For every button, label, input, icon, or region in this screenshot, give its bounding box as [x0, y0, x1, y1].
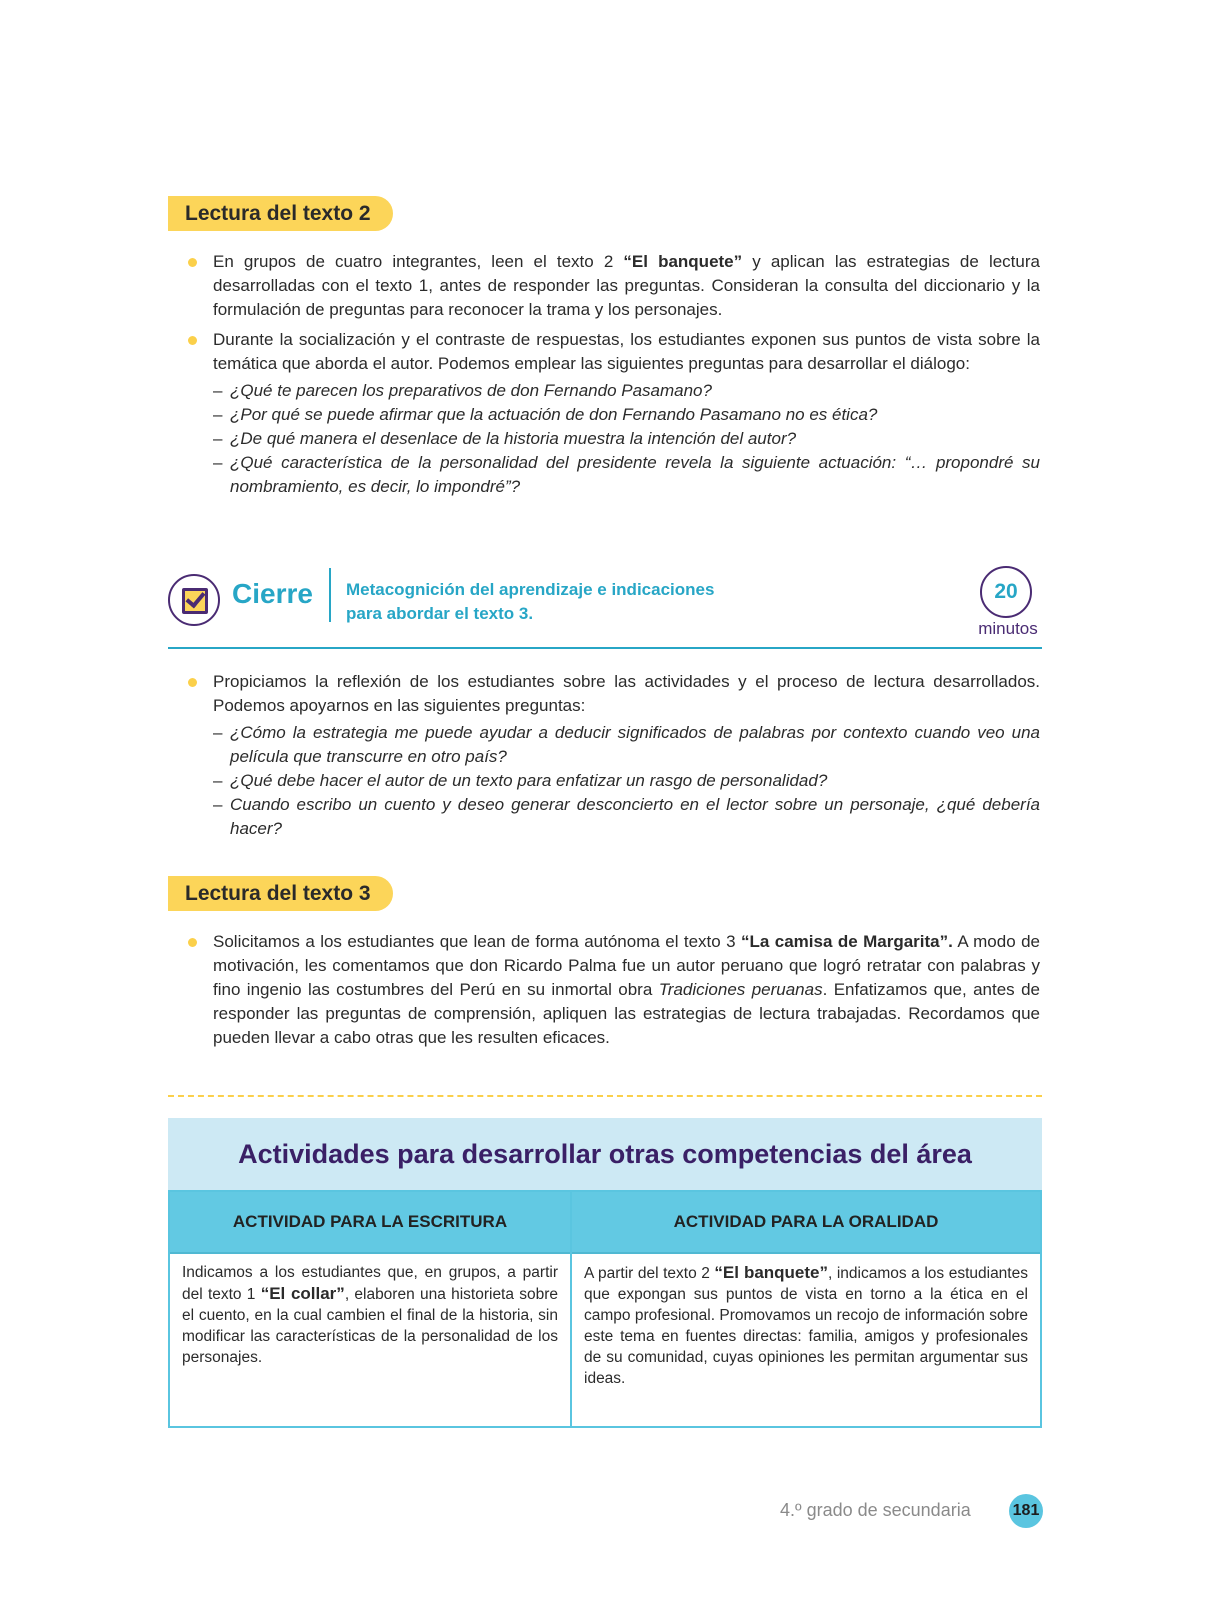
bullet-socializacion: Durante la socialización y el contraste de respuestas, los estudiantes exponen sus puntos de vista sobre la temática que aborda el autor. Podemos emplear las siguientes preguntas para desarrollar el diálogo: [188, 328, 1040, 376]
divider [168, 647, 1042, 649]
question-list-reflexion [213, 721, 1040, 841]
section-tag-texto-3: Lectura del texto 3 [168, 876, 393, 911]
activities-box [168, 1118, 1042, 1428]
activity-writing [170, 1192, 572, 1426]
question-item: – ¿Cómo la estrategia me puede ayudar a deducir significados de palabras por contexto cuando veo una película que transcurre en otro país? [213, 721, 1040, 769]
bullet-text: Solicitamos a los estudiantes que lean de forma autónoma el texto 3 [213, 932, 742, 951]
bullet-autonoma [188, 930, 1040, 1050]
checkbox-icon [168, 574, 220, 626]
question-item: – ¿Qué característica de la personalidad del presidente revela la siguiente actuación: “… propondré su nombramiento, es decir, lo impondré”? [213, 451, 1040, 499]
section-reflexion-body [188, 670, 1040, 841]
activity-text: , indicamos a los estudiantes que expongan sus puntos de vista en torno a la ética en el campo profesional. Promovamos un recojo de información sobre este tema en fuentes directas: familia, amigos y profesionales de su comunidad, cuyas opiniones les permitan argumentar sus ideas. [584, 1265, 1028, 1387]
activity-oral-header: ACTIVIDAD PARA LA ORALIDAD [572, 1192, 1040, 1254]
section-texto-3-body [188, 930, 1040, 1056]
cierre-description-line: para abordar el texto 3. [346, 604, 534, 623]
question-item: – ¿Por qué se puede afirmar que la actuación de don Fernando Pasamano no es ética? [213, 403, 1040, 427]
bullet-text: y aplican las estrategias de lectura desarrolladas con el texto 1, antes de responder las preguntas. Consideran la consulta del diccionario y la formulación de preguntas para reconocer la trama y los personajes. [213, 252, 1040, 319]
activity-text: Indicamos a los estudiantes que, en grupos, a partir del texto 1 [182, 1264, 558, 1303]
activity-text: , elaboren una historieta sobre el cuento, en la cual cambien el final de la historia, sin modificar las características de la personalidad de los personajes. [182, 1286, 559, 1366]
question-list-texto-2 [213, 379, 1040, 499]
activity-oral-body [572, 1254, 1040, 1397]
section-tag-texto-2: Lectura del texto 2 [168, 196, 393, 231]
activities-title: Actividades para desarrollar otras competencias del área [168, 1118, 1042, 1190]
question-item: – ¿De qué manera el desenlace de la historia muestra la intención del autor? [213, 427, 1040, 451]
activity-writing-header: ACTIVIDAD PARA LA ESCRITURA [170, 1192, 570, 1254]
divider [329, 568, 331, 622]
timer-unit: minutos [978, 619, 1038, 638]
question-item: – Cuando escribo un cuento y deseo generar desconcierto en el lector sobre un personaje, ¿qué debería hacer? [213, 793, 1040, 841]
activity-oral [572, 1192, 1040, 1426]
cierre-description-line: Metacognición del aprendizaje e indicaciones [346, 580, 715, 599]
title-el-banquete: “El banquete” [623, 252, 743, 271]
bullet-grupos [188, 250, 1040, 322]
cierre-title: Cierre [232, 578, 313, 609]
section-texto-2-body [188, 250, 1040, 499]
bullet-text: En grupos de cuatro integrantes, leen el texto 2 [213, 252, 624, 271]
title-el-banquete: “El banquete” [714, 1263, 829, 1282]
cierre-description [346, 578, 714, 626]
title-el-collar: “El collar” [260, 1284, 345, 1303]
bullet-reflexion: Propiciamos la reflexión de los estudiantes sobre las actividades y el proceso de lectura desarrollados. Podemos apoyarnos en las siguientes preguntas: [188, 670, 1040, 718]
cierre-header [168, 564, 1042, 654]
title-tradiciones: Tradiciones peruanas [658, 980, 823, 999]
title-la-camisa: “La camisa de Margarita”. [741, 932, 953, 951]
activities-table [168, 1190, 1042, 1428]
dashed-divider [168, 1095, 1042, 1097]
bullet-text: A modo de motivación, les comentamos que don Ricardo Palma fue un autor peruano que logró retratar con palabras y fino ingenio las costumbres del Perú en su inmortal obra [213, 932, 1040, 999]
activity-writing-body [170, 1254, 570, 1376]
page-number: 181 [1009, 1494, 1043, 1528]
question-item: – ¿Qué debe hacer el autor de un texto para enfatizar un rasgo de personalidad? [213, 769, 1040, 793]
question-item: – ¿Qué te parecen los preparativos de don Fernando Pasamano? [213, 379, 1040, 403]
clock-icon: 20 [980, 566, 1032, 618]
bullet-text: . Enfatizamos que, antes de responder las preguntas de comprensión, apliquen las estrategias de lectura trabajadas. Recordamos que pueden llevar a cabo otras que les resulten eficaces. [213, 980, 1040, 1047]
activity-text: A partir del texto 2 [584, 1265, 715, 1282]
footer-grade: 4.º grado de secundaria [780, 1500, 971, 1520]
